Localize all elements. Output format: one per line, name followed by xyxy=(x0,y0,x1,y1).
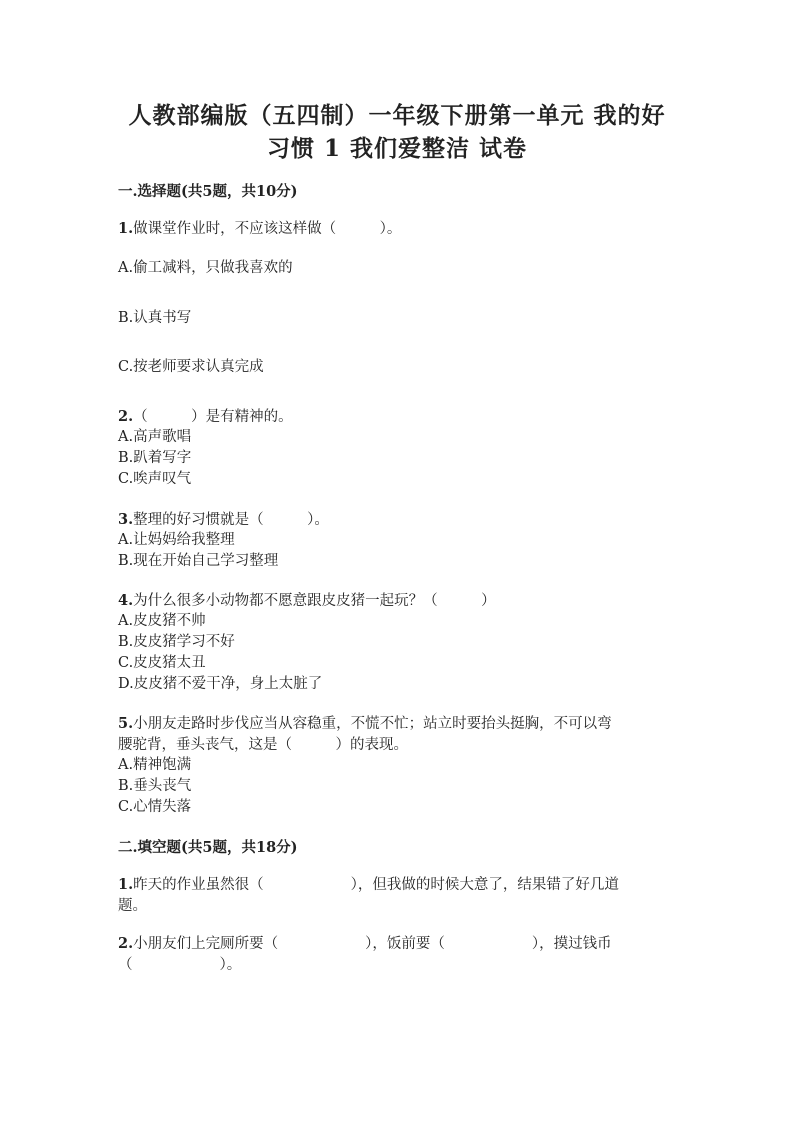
question-1-option-a[interactable]: A.偷工减料，只做我喜欢的 xyxy=(118,260,293,276)
question-3-option-a[interactable]: A.让妈妈给我整理 xyxy=(118,532,235,548)
fill-text-line-2: 题。 xyxy=(118,898,147,914)
question-4-option-c[interactable]: C.皮皮猪太丑 xyxy=(118,655,206,671)
question-1 xyxy=(118,218,678,240)
question-text: 做课堂作业时，不应该这样做（ ）。 xyxy=(133,221,402,237)
question-text-line-1: 小朋友走路时步伐应当从容稳重，不慌不忙；站立时要抬头挺胸，不可以弯 xyxy=(133,716,612,732)
question-4 xyxy=(118,590,678,612)
section-heading-choice: 一.选择题(共5题，共10分) xyxy=(118,183,298,200)
fill-question-1 xyxy=(118,874,678,917)
question-1-option-c[interactable]: C.按老师要求认真完成 xyxy=(118,359,264,375)
question-number: 4. xyxy=(118,592,134,609)
question-number: 2. xyxy=(118,408,134,425)
question-5-option-a[interactable]: A.精神饱满 xyxy=(118,757,192,773)
question-3 xyxy=(118,509,678,531)
question-5-option-b[interactable]: B.垂头丧气 xyxy=(118,778,192,794)
question-2 xyxy=(118,406,678,428)
fill-question-2 xyxy=(118,933,678,976)
question-number: 5. xyxy=(118,715,134,732)
section-heading-fill: 二.填空题(共5题，共18分) xyxy=(118,839,298,856)
question-number: 1. xyxy=(118,876,134,893)
question-4-option-d[interactable]: D.皮皮猪不爱干净，身上太脏了 xyxy=(118,676,323,692)
question-3-option-b[interactable]: B.现在开始自己学习整理 xyxy=(118,553,279,569)
question-text: 整理的好习惯就是（ ）。 xyxy=(133,512,329,528)
question-4-option-a[interactable]: A.皮皮猪不帅 xyxy=(118,613,206,629)
question-2-option-c[interactable]: C.唉声叹气 xyxy=(118,471,192,487)
question-number: 2. xyxy=(118,935,134,952)
question-number: 3. xyxy=(118,511,134,528)
fill-text-line-1: 小朋友们上完厕所要（ ），饭前要（ ），摸过钱币 xyxy=(133,936,612,952)
fill-text-line-1: 昨天的作业虽然很（ ），但我做的时候大意了，结果错了好几道 xyxy=(133,877,619,893)
page-title-line-2: 习惯 1 我们爱整洁 试卷 xyxy=(266,135,528,162)
fill-text-line-2: （ ）。 xyxy=(118,957,242,973)
question-5 xyxy=(118,713,678,756)
question-number: 1. xyxy=(118,220,134,237)
page-title-line-1: 人教部编版（五四制）一年级下册第一单元 我的好 xyxy=(128,102,666,129)
question-2-option-a[interactable]: A.高声歌唱 xyxy=(118,429,192,445)
question-1-option-b[interactable]: B.认真书写 xyxy=(118,310,192,326)
question-text-line-2: 腰驼背，垂头丧气，这是（ ）的表现。 xyxy=(118,737,408,753)
question-5-option-c[interactable]: C.心情失落 xyxy=(118,799,192,815)
question-text: （ ）是有精神的。 xyxy=(133,409,293,425)
question-4-option-b[interactable]: B.皮皮猪学习不好 xyxy=(118,634,235,650)
question-text: 为什么很多小动物都不愿意跟皮皮猪一起玩？（ ） xyxy=(133,593,496,609)
question-2-option-b[interactable]: B.趴着写字 xyxy=(118,450,192,466)
